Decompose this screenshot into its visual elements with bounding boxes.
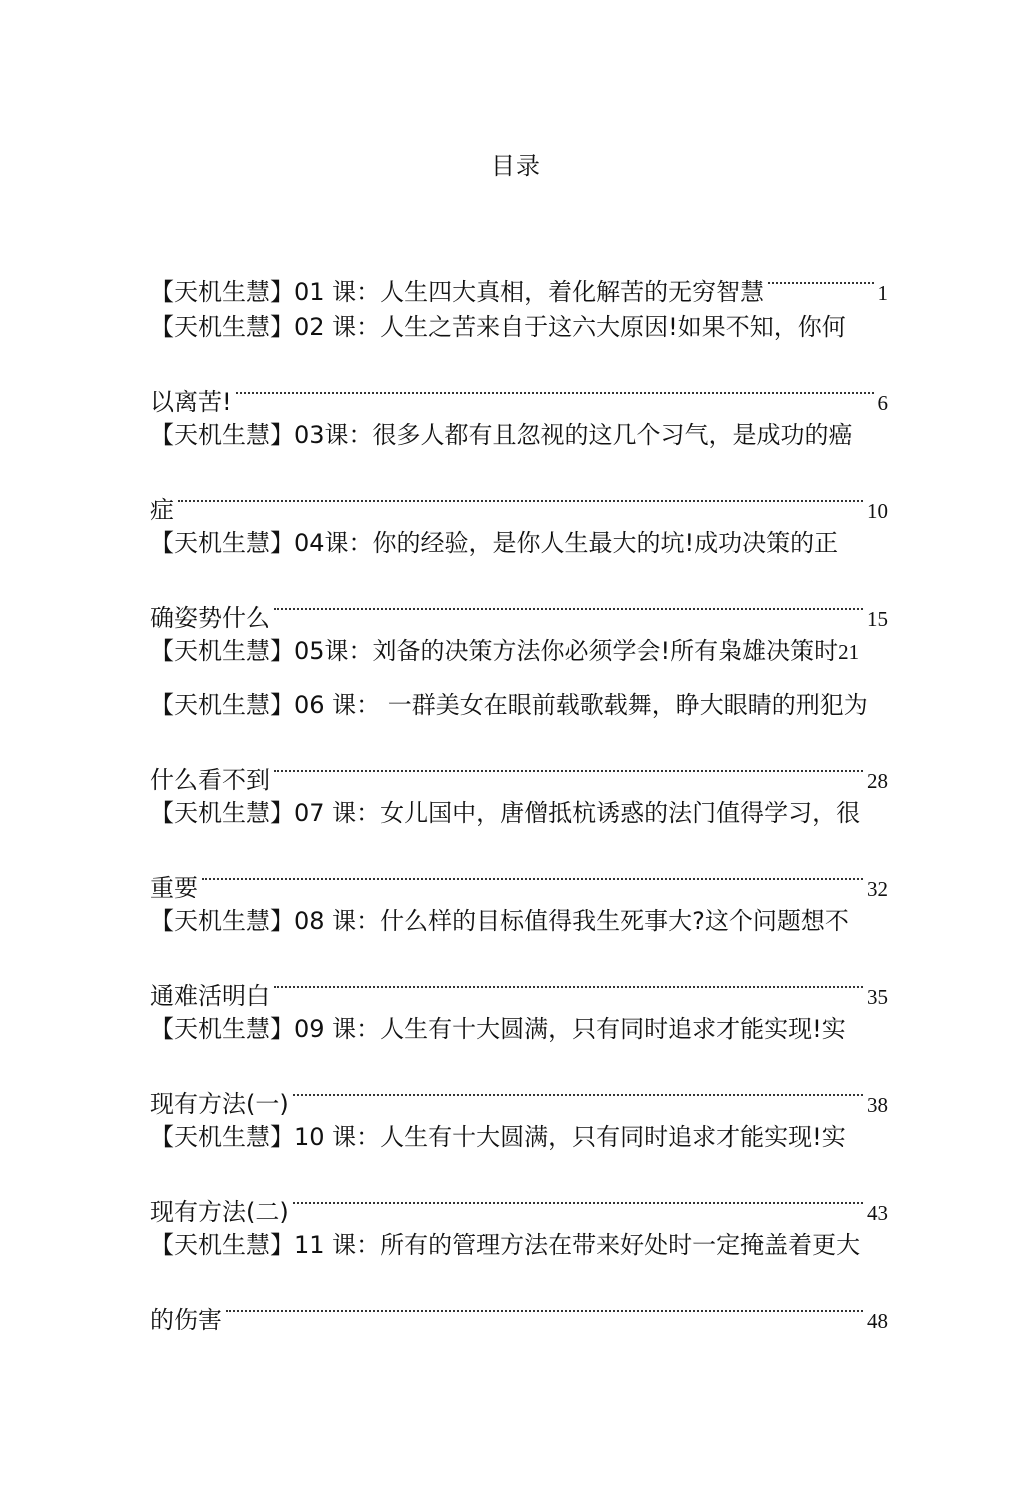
toc-entry-07[interactable] bbox=[150, 786, 888, 902]
toc-entry-line bbox=[150, 1058, 888, 1118]
toc-entry-title: 【天机生慧】07 课：女儿国中，唐僧抵杭诱惑的法门值得学习，很 bbox=[150, 799, 861, 827]
leader-dots bbox=[274, 734, 863, 788]
toc-entry-title-cont: 症 bbox=[150, 496, 174, 524]
toc-entry-title-cont: 什么看不到 bbox=[150, 766, 270, 794]
toc-page-number: 10 bbox=[867, 499, 888, 523]
toc-entry-title: 【天机生慧】04课：你的经验，是你人生最大的坑!成功决策的正 bbox=[150, 529, 839, 557]
toc-entry-line bbox=[150, 950, 888, 1010]
toc-entry-title: 【天机生慧】02 课：人生之苦来自于这六大原因!如果不知，你何 bbox=[150, 313, 846, 341]
leader-dots bbox=[236, 356, 874, 410]
toc-entry-line bbox=[150, 246, 888, 306]
toc-page-number: 48 bbox=[867, 1309, 888, 1333]
toc-entry-title: 【天机生慧】01 课：人生四大真相，着化解苦的无穷智慧 bbox=[150, 278, 765, 306]
leader-dots bbox=[274, 950, 863, 1004]
toc-entry-title-cont: 以离苦! bbox=[150, 388, 232, 416]
toc-entry-title: 【天机生慧】06 课： 一群美女在眼前载歌载舞，睁大眼睛的刑犯为 bbox=[150, 691, 868, 719]
toc-page-number: 38 bbox=[867, 1093, 888, 1117]
toc-entry-line bbox=[150, 572, 888, 632]
toc-entry-title: 【天机生慧】09 课：人生有十大圆满，只有同时追求才能实现!实 bbox=[150, 1015, 846, 1043]
table-of-contents bbox=[150, 246, 888, 1334]
leader-dots bbox=[293, 1058, 863, 1112]
toc-entry-11[interactable] bbox=[150, 1218, 888, 1334]
toc-entry-08[interactable] bbox=[150, 894, 888, 1010]
toc-page-number: 6 bbox=[877, 391, 888, 415]
toc-entry-line bbox=[150, 1218, 888, 1274]
leader-dots bbox=[226, 1274, 863, 1328]
toc-entry-line bbox=[150, 842, 888, 902]
toc-entry-title-cont: 现有方法(一) bbox=[150, 1090, 289, 1118]
toc-entry-05[interactable] bbox=[150, 624, 888, 678]
toc-entry-title: 【天机生慧】11 课：所有的管理方法在带来好处时一定掩盖着更大 bbox=[150, 1231, 861, 1259]
toc-entry-06[interactable] bbox=[150, 678, 888, 794]
toc-entry-line bbox=[150, 464, 888, 524]
toc-entry-title-cont: 的伤害 bbox=[150, 1306, 222, 1334]
toc-entry-title-cont: 通难活明白 bbox=[150, 982, 270, 1010]
toc-entry-title-cont: 现有方法(二) bbox=[150, 1198, 289, 1226]
toc-entry-line bbox=[150, 786, 888, 842]
toc-entry-line bbox=[150, 516, 888, 572]
toc-entry-03[interactable] bbox=[150, 408, 888, 524]
leader-dots bbox=[178, 464, 863, 518]
toc-entry-line bbox=[150, 300, 888, 356]
toc-page-number: 21 bbox=[838, 640, 860, 664]
leader-dots bbox=[202, 842, 863, 896]
toc-page-number: 43 bbox=[867, 1201, 888, 1225]
toc-entry-04[interactable] bbox=[150, 516, 888, 632]
toc-page-number: 35 bbox=[867, 985, 888, 1009]
toc-entry-line bbox=[150, 624, 888, 678]
toc-entry-line bbox=[150, 1274, 888, 1334]
toc-entry-line bbox=[150, 1110, 888, 1166]
toc-entry-title: 【天机生慧】05课：刘备的决策方法你必须学会!所有枭雄决策时 bbox=[150, 637, 839, 665]
toc-page-number: 28 bbox=[867, 769, 888, 793]
toc-entry-line bbox=[150, 734, 888, 794]
toc-entry-title-cont: 确姿势什么 bbox=[150, 604, 270, 632]
toc-entry-line bbox=[150, 678, 888, 734]
toc-entry-line bbox=[150, 1002, 888, 1058]
toc-entry-01[interactable] bbox=[150, 246, 888, 306]
leader-dots bbox=[293, 1166, 863, 1220]
toc-entry-09[interactable] bbox=[150, 1002, 888, 1118]
leader-dots bbox=[768, 246, 873, 300]
toc-page-number: 15 bbox=[867, 607, 888, 631]
toc-entry-title: 【天机生慧】10 课：人生有十大圆满，只有同时追求才能实现!实 bbox=[150, 1123, 846, 1151]
toc-entry-02[interactable] bbox=[150, 300, 888, 416]
toc-title: 目录 bbox=[491, 152, 541, 180]
toc-entry-title: 【天机生慧】03课：很多人都有且忽视的这几个习气，是成功的癌 bbox=[150, 421, 853, 449]
toc-entry-title: 【天机生慧】08 课：什么样的目标值得我生死事大?这个问题想不 bbox=[150, 907, 849, 935]
toc-page-number: 1 bbox=[877, 281, 888, 305]
toc-entry-line bbox=[150, 894, 888, 950]
toc-entry-line bbox=[150, 408, 888, 464]
toc-entry-title-cont: 重要 bbox=[150, 874, 198, 902]
toc-entry-line bbox=[150, 1166, 888, 1226]
leader-dots bbox=[274, 572, 863, 626]
toc-entry-line bbox=[150, 356, 888, 416]
toc-entry-10[interactable] bbox=[150, 1110, 888, 1226]
toc-page-number: 32 bbox=[867, 877, 888, 901]
